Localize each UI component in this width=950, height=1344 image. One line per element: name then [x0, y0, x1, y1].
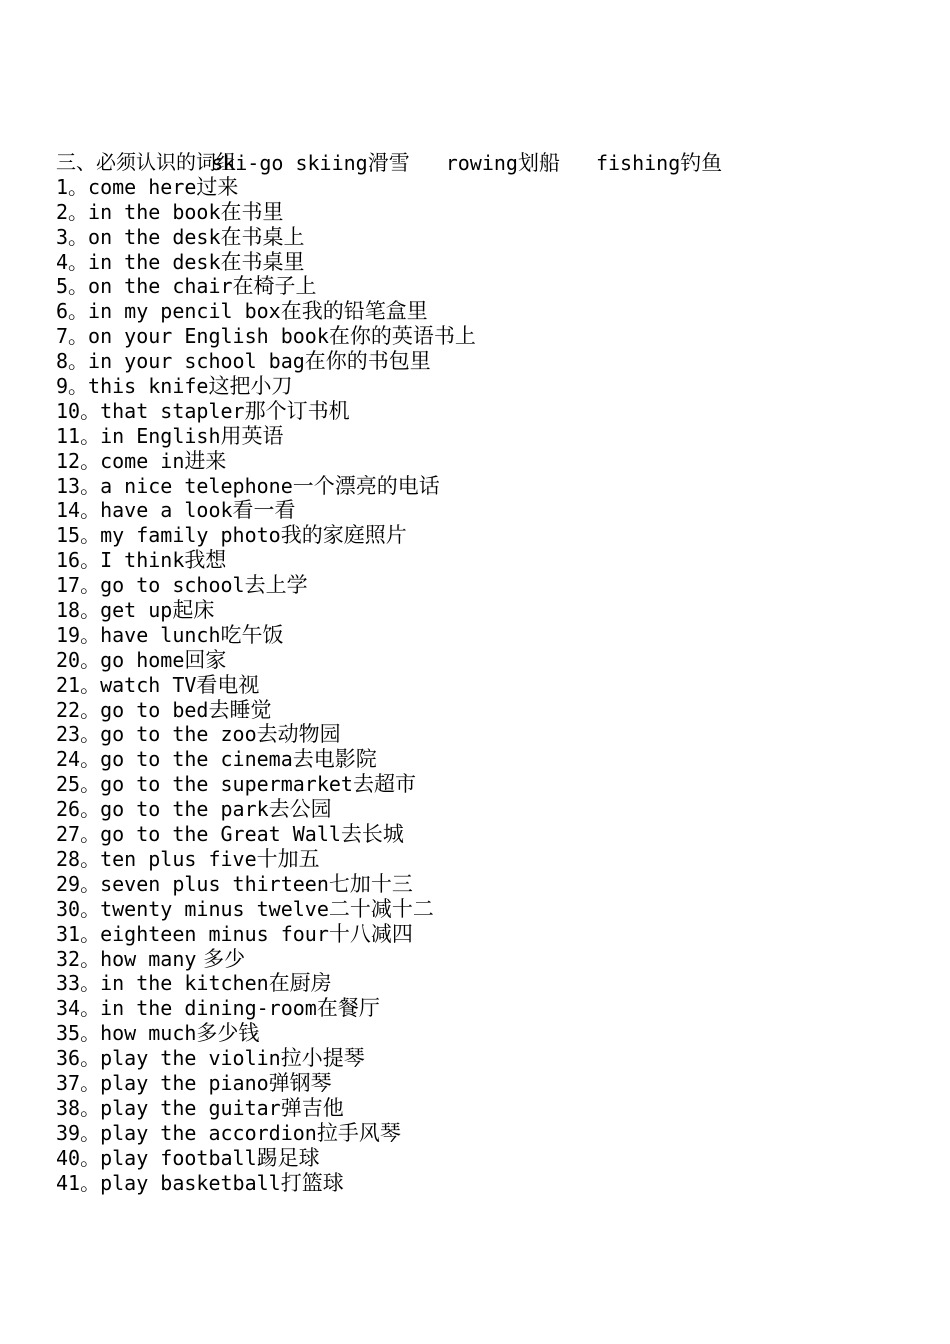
- phrase-english: watch TV: [100, 672, 197, 697]
- phrase-english: on the chair: [88, 274, 233, 299]
- item-separator: 。: [80, 921, 101, 946]
- item-number: 10: [56, 398, 81, 423]
- item-separator: 。: [68, 349, 89, 374]
- phrase-chinese: 拉手风琴: [316, 1120, 401, 1145]
- phrase-chinese: 七加十三: [328, 871, 413, 896]
- list-item: [56, 1146, 916, 1171]
- item-separator: 。: [80, 398, 101, 423]
- item-separator: 。: [80, 423, 101, 448]
- item-number: 40: [56, 1145, 81, 1170]
- phrase-chinese: 多少: [196, 946, 246, 971]
- phrase-chinese: 过来: [196, 174, 239, 199]
- list-item: [56, 474, 916, 499]
- list-item: [56, 747, 916, 772]
- phrase-chinese: 在我的铅笔盒里: [280, 299, 428, 324]
- phrase-english: how many: [100, 946, 197, 971]
- list-item: [56, 449, 916, 474]
- phrases-section: [56, 150, 916, 1195]
- phrase-english: go to the cinema: [100, 747, 293, 772]
- phrase-chinese: 在椅子上: [232, 274, 317, 299]
- item-number: 21: [56, 672, 81, 697]
- vocab-zh: 钓鱼: [680, 151, 723, 175]
- list-item: [56, 1121, 916, 1146]
- list-item: [56, 424, 916, 449]
- list-item: [56, 573, 916, 598]
- list-item: [56, 1021, 916, 1046]
- list-item: [56, 598, 916, 623]
- item-separator: 。: [68, 224, 89, 249]
- item-number: 36: [56, 1046, 81, 1071]
- item-separator: 。: [80, 871, 101, 896]
- item-number: 20: [56, 647, 81, 672]
- phrase-chinese: 弹钢琴: [268, 1070, 332, 1095]
- item-separator: 。: [80, 697, 101, 722]
- phrase-chinese: 在餐厅: [316, 996, 380, 1021]
- phrase-english: seven plus thirteen: [100, 871, 329, 896]
- item-number: 28: [56, 846, 81, 871]
- phrase-chinese: 用英语: [220, 423, 284, 448]
- list-item: [56, 698, 916, 723]
- item-number: 38: [56, 1095, 81, 1120]
- list-item: [56, 1096, 916, 1121]
- list-item: [56, 1171, 916, 1196]
- item-separator: 。: [80, 896, 101, 921]
- item-separator: 。: [80, 1021, 101, 1046]
- phrase-chinese: 一个漂亮的电话: [292, 473, 440, 498]
- phrase-chinese: 踢足球: [256, 1145, 320, 1170]
- phrase-english: go to the park: [100, 797, 269, 822]
- vocab-en: rowing: [445, 151, 518, 175]
- phrase-english: go to the Great Wall: [100, 822, 341, 847]
- phrase-english: a nice telephone: [100, 473, 293, 498]
- list-item: [56, 772, 916, 797]
- item-number: 2: [56, 199, 69, 224]
- phrase-english: play the accordion: [100, 1120, 317, 1145]
- phrase-english: in the desk: [88, 249, 221, 274]
- item-separator: 。: [80, 772, 101, 797]
- item-separator: 。: [80, 1095, 101, 1120]
- list-item: [56, 274, 916, 299]
- phrase-chinese: 在厨房: [268, 971, 332, 996]
- item-separator: 。: [80, 946, 101, 971]
- phrase-english: this knife: [88, 374, 209, 399]
- item-separator: 。: [68, 274, 89, 299]
- vocab-zh: 划船: [517, 151, 560, 175]
- phrase-chinese: 在你的英语书上: [328, 324, 476, 349]
- item-number: 12: [56, 448, 81, 473]
- item-separator: 。: [80, 1070, 101, 1095]
- section-heading: 三、必须认识的词组: [56, 150, 236, 174]
- item-number: 3: [56, 224, 69, 249]
- list-item: [56, 872, 916, 897]
- item-separator: 。: [80, 797, 101, 822]
- list-item: [56, 498, 916, 523]
- item-number: 32: [56, 946, 81, 971]
- list-item: [56, 673, 916, 698]
- phrase-chinese: 那个订书机: [244, 398, 350, 423]
- phrase-chinese: 这把小刀: [208, 374, 293, 399]
- item-number: 19: [56, 622, 81, 647]
- item-separator: 。: [80, 1120, 101, 1145]
- item-number: 26: [56, 797, 81, 822]
- item-separator: 。: [80, 548, 101, 573]
- phrase-chinese: 二十减十二: [328, 896, 434, 921]
- item-separator: 。: [68, 199, 89, 224]
- phrase-english: in my pencil box: [88, 299, 281, 324]
- phrase-english: in the dining-room: [100, 996, 317, 1021]
- phrase-english: I think: [100, 548, 185, 573]
- item-number: 27: [56, 822, 81, 847]
- phrase-chinese: 去电影院: [292, 747, 377, 772]
- phrase-chinese: 看一看: [232, 498, 296, 523]
- list-item: [56, 1071, 916, 1096]
- item-separator: 。: [68, 324, 89, 349]
- phrase-chinese: 打篮球: [280, 1170, 344, 1195]
- item-number: 16: [56, 548, 81, 573]
- item-number: 34: [56, 996, 81, 1021]
- item-separator: 。: [80, 523, 101, 548]
- item-number: 22: [56, 697, 81, 722]
- item-separator: 。: [68, 374, 89, 399]
- phrase-chinese: 在书桌上: [220, 224, 305, 249]
- phrase-english: come in: [100, 448, 185, 473]
- phrase-chinese: 去动物园: [256, 722, 341, 747]
- item-separator: 。: [80, 448, 101, 473]
- item-separator: 。: [80, 822, 101, 847]
- list-item: [56, 971, 916, 996]
- phrase-english: on the desk: [88, 224, 221, 249]
- list-item: [56, 175, 916, 200]
- phrase-english: have a look: [100, 498, 233, 523]
- phrase-english: play basketball: [100, 1170, 281, 1195]
- item-separator: 。: [80, 473, 101, 498]
- phrase-english: play the piano: [100, 1070, 269, 1095]
- phrase-english: go to bed: [100, 697, 209, 722]
- list-item: [56, 523, 916, 548]
- item-number: 4: [56, 249, 69, 274]
- vocab-zh: 滑雪: [367, 151, 410, 175]
- item-separator: 。: [68, 299, 89, 324]
- item-number: 17: [56, 573, 81, 598]
- phrase-english: come here: [88, 174, 197, 199]
- item-number: 18: [56, 598, 81, 623]
- item-separator: 。: [80, 971, 101, 996]
- phrase-chinese: 看电视: [196, 672, 260, 697]
- item-number: 8: [56, 349, 69, 374]
- list-item: [56, 722, 916, 747]
- item-number: 37: [56, 1070, 81, 1095]
- list-item: [56, 548, 916, 573]
- item-separator: 。: [80, 647, 101, 672]
- item-number: 25: [56, 772, 81, 797]
- list-item: [56, 225, 916, 250]
- phrase-english: that stapler: [100, 398, 245, 423]
- list-item: [56, 324, 916, 349]
- phrase-english: in the kitchen: [100, 971, 269, 996]
- item-number: 7: [56, 324, 69, 349]
- item-separator: 。: [80, 747, 101, 772]
- phrase-english: how much: [100, 1021, 197, 1046]
- item-separator: 。: [80, 722, 101, 747]
- phrase-english: go home: [100, 647, 185, 672]
- phrase-list: [56, 175, 916, 1196]
- list-item: [56, 648, 916, 673]
- phrase-english: go to the zoo: [100, 722, 257, 747]
- item-separator: 。: [68, 249, 89, 274]
- phrase-english: eighteen minus four: [100, 921, 329, 946]
- item-number: 9: [56, 374, 69, 399]
- list-item: [56, 399, 916, 424]
- item-number: 33: [56, 971, 81, 996]
- phrase-chinese: 多少钱: [196, 1021, 260, 1046]
- list-item: [56, 822, 916, 847]
- phrase-chinese: 回家: [184, 647, 227, 672]
- item-number: 14: [56, 498, 81, 523]
- item-number: 5: [56, 274, 69, 299]
- item-number: 13: [56, 473, 81, 498]
- list-item: [56, 996, 916, 1021]
- phrase-english: have lunch: [100, 622, 221, 647]
- item-number: 1: [56, 174, 69, 199]
- phrase-chinese: 去上学: [244, 573, 308, 598]
- list-item: [56, 897, 916, 922]
- phrase-chinese: 去睡觉: [208, 697, 272, 722]
- phrase-english: go to school: [100, 573, 245, 598]
- phrase-chinese: 进来: [184, 448, 227, 473]
- phrase-chinese: 在书桌里: [220, 249, 305, 274]
- phrase-english: in the book: [88, 199, 221, 224]
- item-number: 41: [56, 1170, 81, 1195]
- list-item: [56, 299, 916, 324]
- phrase-english: on your English book: [88, 324, 329, 349]
- phrase-english: play the guitar: [100, 1095, 281, 1120]
- phrase-english: play football: [100, 1145, 257, 1170]
- item-number: 23: [56, 722, 81, 747]
- phrase-english: in your school bag: [88, 349, 305, 374]
- item-number: 15: [56, 523, 81, 548]
- item-number: 39: [56, 1120, 81, 1145]
- item-separator: 。: [80, 622, 101, 647]
- phrase-chinese: 吃午饭: [220, 622, 284, 647]
- list-item: [56, 349, 916, 374]
- phrase-chinese: 在书里: [220, 199, 284, 224]
- list-item: [56, 922, 916, 947]
- vocab-en: fishing: [595, 151, 681, 175]
- item-separator: 。: [80, 1145, 101, 1170]
- list-item: [56, 847, 916, 872]
- item-number: 24: [56, 747, 81, 772]
- phrase-chinese: 去公园: [268, 797, 332, 822]
- item-separator: 。: [80, 672, 101, 697]
- item-separator: 。: [80, 1046, 101, 1071]
- vocab-en: ski-go skiing: [211, 151, 368, 175]
- phrase-chinese: 去长城: [340, 822, 404, 847]
- phrase-chinese: 在你的书包里: [304, 349, 431, 374]
- item-separator: 。: [80, 846, 101, 871]
- phrase-chinese: 去超市: [352, 772, 416, 797]
- phrase-english: go to the supermarket: [100, 772, 353, 797]
- item-separator: 。: [80, 498, 101, 523]
- phrase-english: my family photo: [100, 523, 281, 548]
- item-separator: 。: [80, 996, 101, 1021]
- item-number: 35: [56, 1021, 81, 1046]
- phrase-english: get up: [100, 598, 173, 623]
- list-item: [56, 250, 916, 275]
- item-separator: 。: [80, 598, 101, 623]
- list-item: [56, 200, 916, 225]
- list-item: [56, 797, 916, 822]
- item-separator: 。: [80, 1170, 101, 1195]
- item-number: 29: [56, 871, 81, 896]
- item-separator: 。: [80, 573, 101, 598]
- phrase-chinese: 起床: [172, 598, 215, 623]
- phrase-chinese: 弹吉他: [280, 1095, 344, 1120]
- phrase-english: ten plus five: [100, 846, 257, 871]
- phrase-chinese: 我的家庭照片: [280, 523, 407, 548]
- list-item: [56, 374, 916, 399]
- item-number: 31: [56, 921, 81, 946]
- item-number: 11: [56, 423, 81, 448]
- item-number: 30: [56, 896, 81, 921]
- phrase-chinese: 拉小提琴: [280, 1046, 365, 1071]
- phrase-chinese: 十八减四: [328, 921, 413, 946]
- phrase-english: in English: [100, 423, 221, 448]
- phrase-english: play the violin: [100, 1046, 281, 1071]
- item-number: 6: [56, 299, 69, 324]
- list-item: [56, 1046, 916, 1071]
- phrase-chinese: 十加五: [256, 846, 320, 871]
- phrase-english: twenty minus twelve: [100, 896, 329, 921]
- phrase-chinese: 我想: [184, 548, 227, 573]
- item-separator: 。: [68, 174, 89, 199]
- list-item: [56, 623, 916, 648]
- list-item: [56, 947, 916, 972]
